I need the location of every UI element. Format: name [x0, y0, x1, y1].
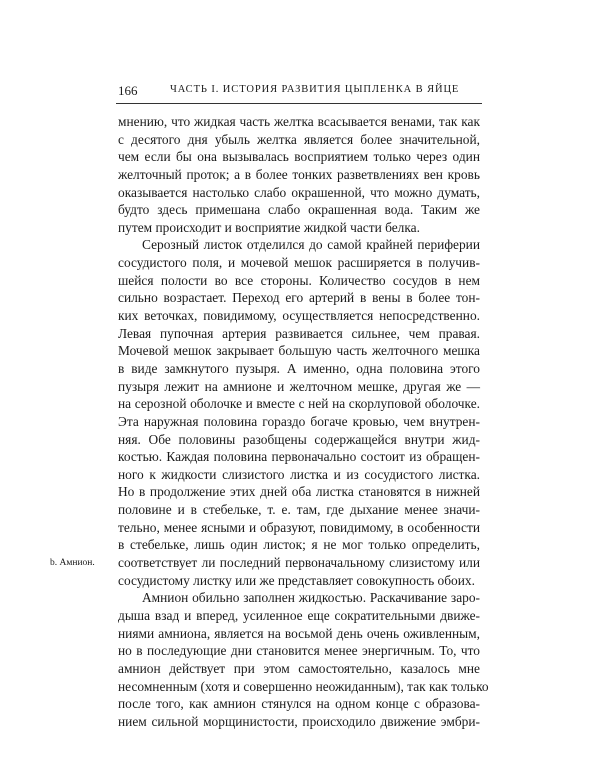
text-line: будто здесь примешана слабо окрашенная вода. Таким же — [118, 202, 480, 218]
text-line: ного к жидкости слизистого листка и из сосудистого листка. — [118, 466, 480, 482]
paragraph — [118, 236, 480, 589]
text-line: амнион действует при этом самостоятельно, казалось мне — [118, 660, 480, 676]
text-line: соответствует ли последний первоначальному слизистому или — [118, 555, 480, 571]
text-line: сосудистого поля, и мочевой мешок расширяется в получив- — [118, 255, 480, 271]
paragraph — [118, 113, 480, 236]
page-header — [118, 83, 480, 101]
text-line: половине и в стебельке, т. е. там, где дыхание менее значи- — [118, 502, 480, 518]
text-line: ких веточках, повидимому, осуществляется непосредственно. — [118, 308, 480, 324]
margin-note: b. Амнион. — [50, 558, 95, 568]
page-number: 166 — [118, 83, 138, 98]
text-line: нием сильной морщинистости, происходило движение эмбри- — [118, 713, 480, 729]
header-rule — [116, 103, 482, 104]
text-line: но в последующие дни становится менее энергичным. То, что — [118, 643, 480, 659]
text-line: сосудистому листку или же представляет совокупность обоих. — [118, 572, 475, 588]
text-line: костью. Каждая половина первоначально состоит из обращен- — [118, 449, 480, 465]
text-line: дыша взад и вперед, усиленное еще сократительными движе- — [118, 607, 480, 623]
paragraph — [118, 589, 489, 730]
text-line: путем происходит и восприятие жидкой части белка. — [118, 219, 420, 235]
text-line: Эта наружная половина гораздо богаче кровью, чем внутрен- — [118, 413, 480, 429]
text-line: няя. Обе половины разобщены содержащейся внутри жид- — [118, 431, 480, 447]
text-line: оказывается настолько слабо окрашенной, что можно думать, — [118, 184, 480, 200]
text-line: мнению, что жидкая часть желтка всасывается венами, так как — [118, 114, 480, 129]
text-line: Но в продолжение этих дней оба листка становятся в нижней — [118, 484, 480, 500]
text-line: Левая пупочная артерия развивается сильнее, чем правая. — [118, 325, 480, 341]
text-line: чем если бы она вызывалась восприятием только через один — [118, 149, 480, 165]
text-line: на серозной оболочке и вместе с ней на скорлуповой оболочке. — [118, 396, 480, 412]
text-line: Серозный листок отделился до самой крайней периферии — [142, 237, 480, 253]
text-line: Амнион обильно заполнен жидкостью. Раскачивание заро- — [142, 590, 480, 606]
text-line: Мочевой мешок закрывает большую часть желточного мешка — [118, 343, 480, 359]
text-line: сильно возрастает. Переход его артерий в вены в более тон- — [118, 290, 480, 306]
text-line: с десятого дня убыль желтка является более значительной, — [118, 131, 480, 147]
text-line: несомненным (хотя и совершенно неожиданным), так как только — [118, 678, 489, 694]
text-line: желточный проток; а в более тонких разветвлениях вен кровь — [118, 166, 480, 182]
text-line: в виде замкнутого пузыря. А именно, одна половина этого — [118, 360, 480, 376]
body-text — [118, 113, 489, 730]
text-line: после того, как амнион стянулся на одном конце с образова- — [118, 696, 480, 712]
text-line: пузыря лежит на амнионе и желточном мешке, другая же — — [118, 378, 480, 394]
text-line: ниями амниона, является на восьмой день очень оживленным, — [118, 625, 480, 641]
running-title: ЧАСТЬ I. ИСТОРИЯ РАЗВИТИЯ ЦЫПЛЕНКА В ЯЙЦЕ — [170, 84, 460, 95]
text-line: шейся полости во все стороны. Количество сосудов в нем — [118, 272, 480, 288]
text-line: в стебельке, лишь один листок; я не мог только определить, — [118, 537, 480, 553]
text-line: тельно, менее ясными и образуют, повидимому, в особенности — [118, 519, 480, 535]
